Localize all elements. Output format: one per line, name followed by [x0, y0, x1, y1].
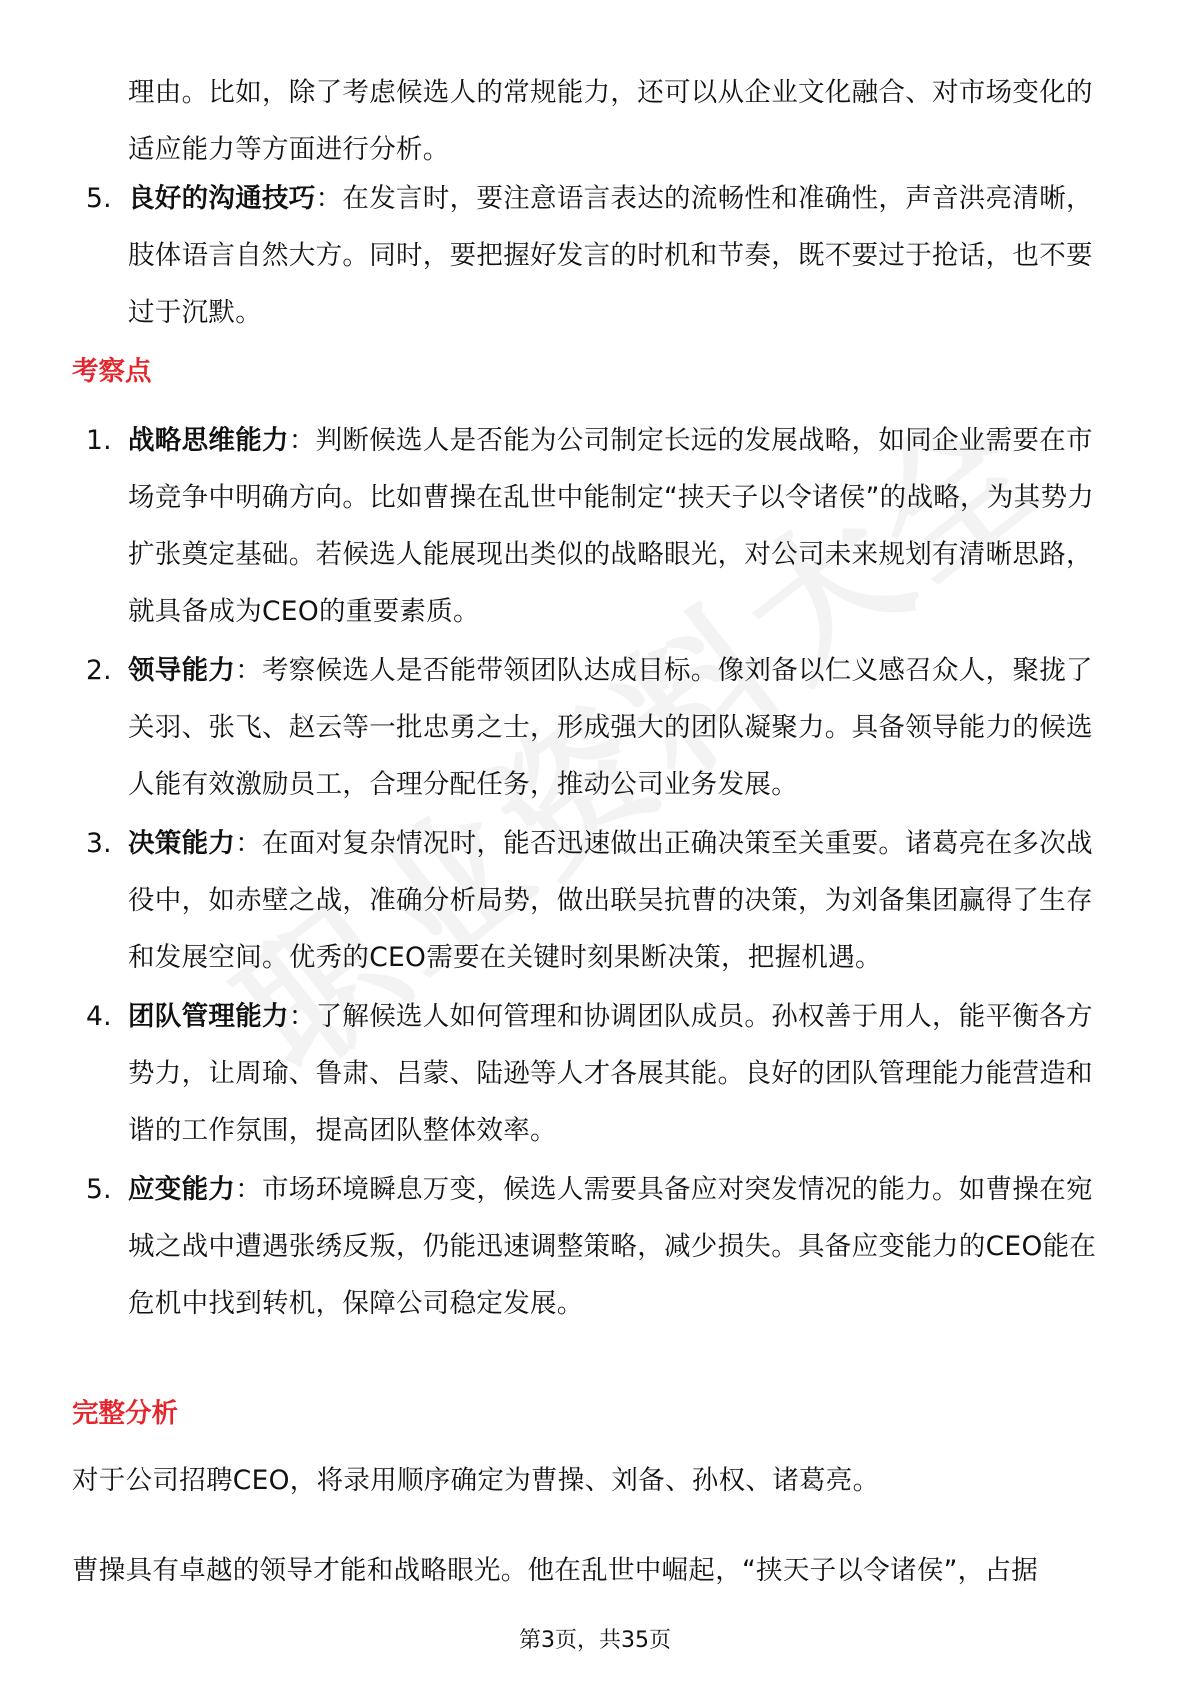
list-term: 决策能力: [128, 828, 236, 859]
list-text: ：市场环境瞬息万变，候选人需要具备应对突发情况的能力。如曹操在宛城之战中遭遇张绣反叛，仍能迅速调整策略，减少损失。具备应变能力的CEO能在危机中找到转机，保障公司稳定发展。: [128, 1174, 1097, 1319]
analysis-paragraph: 曹操具有卓越的领导才能和战略眼光。他在乱世中崛起，“挟天子以令诸侯”，占据: [72, 1555, 1039, 1586]
list-term: 应变能力: [128, 1174, 236, 1205]
list-item: [72, 988, 1118, 1159]
list-item: [72, 642, 1118, 813]
list-term: 战略思维能力: [128, 425, 289, 456]
section-heading-kaochadian: 考察点: [72, 356, 152, 387]
continuation-paragraph: 理由。比如，除了考虑候选人的常规能力，还可以从企业文化融合、对市场变化的适应能力等方面进行分析。: [128, 77, 1093, 165]
list-number: 5.: [86, 1174, 112, 1205]
list-text: ：在面对复杂情况时，能否迅速做出正确决策至关重要。诸葛亮在多次战役中，如赤壁之战，准确分析局势，做出联吴抗曹的决策，为刘备集团赢得了生存和发展空间。优秀的CEO需要在关键时刻果断决策，把握机遇。: [128, 828, 1093, 973]
list-term: 良好的沟通技巧: [128, 183, 316, 214]
page-number: 第3页，共35页: [519, 1628, 671, 1653]
list-text: ：了解候选人如何管理和协调团队成员。孙权善于用人，能平衡各方势力，让周瑜、鲁肃、吕蒙、陆逊等人才各展其能。良好的团队管理能力能营造和谐的工作氛围，提高团队整体效率。: [128, 1001, 1093, 1146]
section-heading-analysis: 完整分析: [72, 1398, 178, 1429]
list-item: [72, 170, 1118, 341]
list-text: ：判断候选人是否能为公司制定长远的发展战略，如同企业需要在市场竞争中明确方向。比如曹操在乱世中能制定“挟天子以令诸侯”的战略，为其势力扩张奠定基础。若候选人能展现出类似的战略眼光，对公司未来规划有清晰思路，就具备成为CEO的重要素质。: [128, 425, 1095, 627]
kaochadian-list: [72, 412, 1118, 1334]
list-term: 团队管理能力: [128, 1001, 289, 1032]
list-term: 领导能力: [128, 655, 236, 686]
list-item: [72, 815, 1118, 986]
list-number: 4.: [86, 1001, 112, 1032]
analysis-paragraph: 对于公司招聘CEO，将录用顺序确定为曹操、刘备、孙权、诸葛亮。: [72, 1465, 880, 1496]
list-text: ：考察候选人是否能带领团队达成目标。像刘备以仁义感召众人，聚拢了关羽、张飞、赵云等一批忠勇之士，形成强大的团队凝聚力。具备领导能力的候选人能有效激励员工，合理分配任务，推动公司业务发展。: [128, 655, 1093, 800]
list-item: [72, 1161, 1118, 1332]
list-number: 3.: [86, 828, 112, 859]
list-number: 2.: [86, 655, 112, 686]
list-number: 1.: [86, 425, 112, 456]
list-text: ：在发言时，要注意语言表达的流畅性和准确性，声音洪亮清晰，肢体语言自然大方。同时，要把握好发言的时机和节奏，既不要过于抢话，也不要过于沉默。: [128, 183, 1093, 328]
prev-list: [72, 170, 1118, 343]
list-number: 5.: [86, 183, 112, 214]
list-item: [72, 412, 1118, 640]
